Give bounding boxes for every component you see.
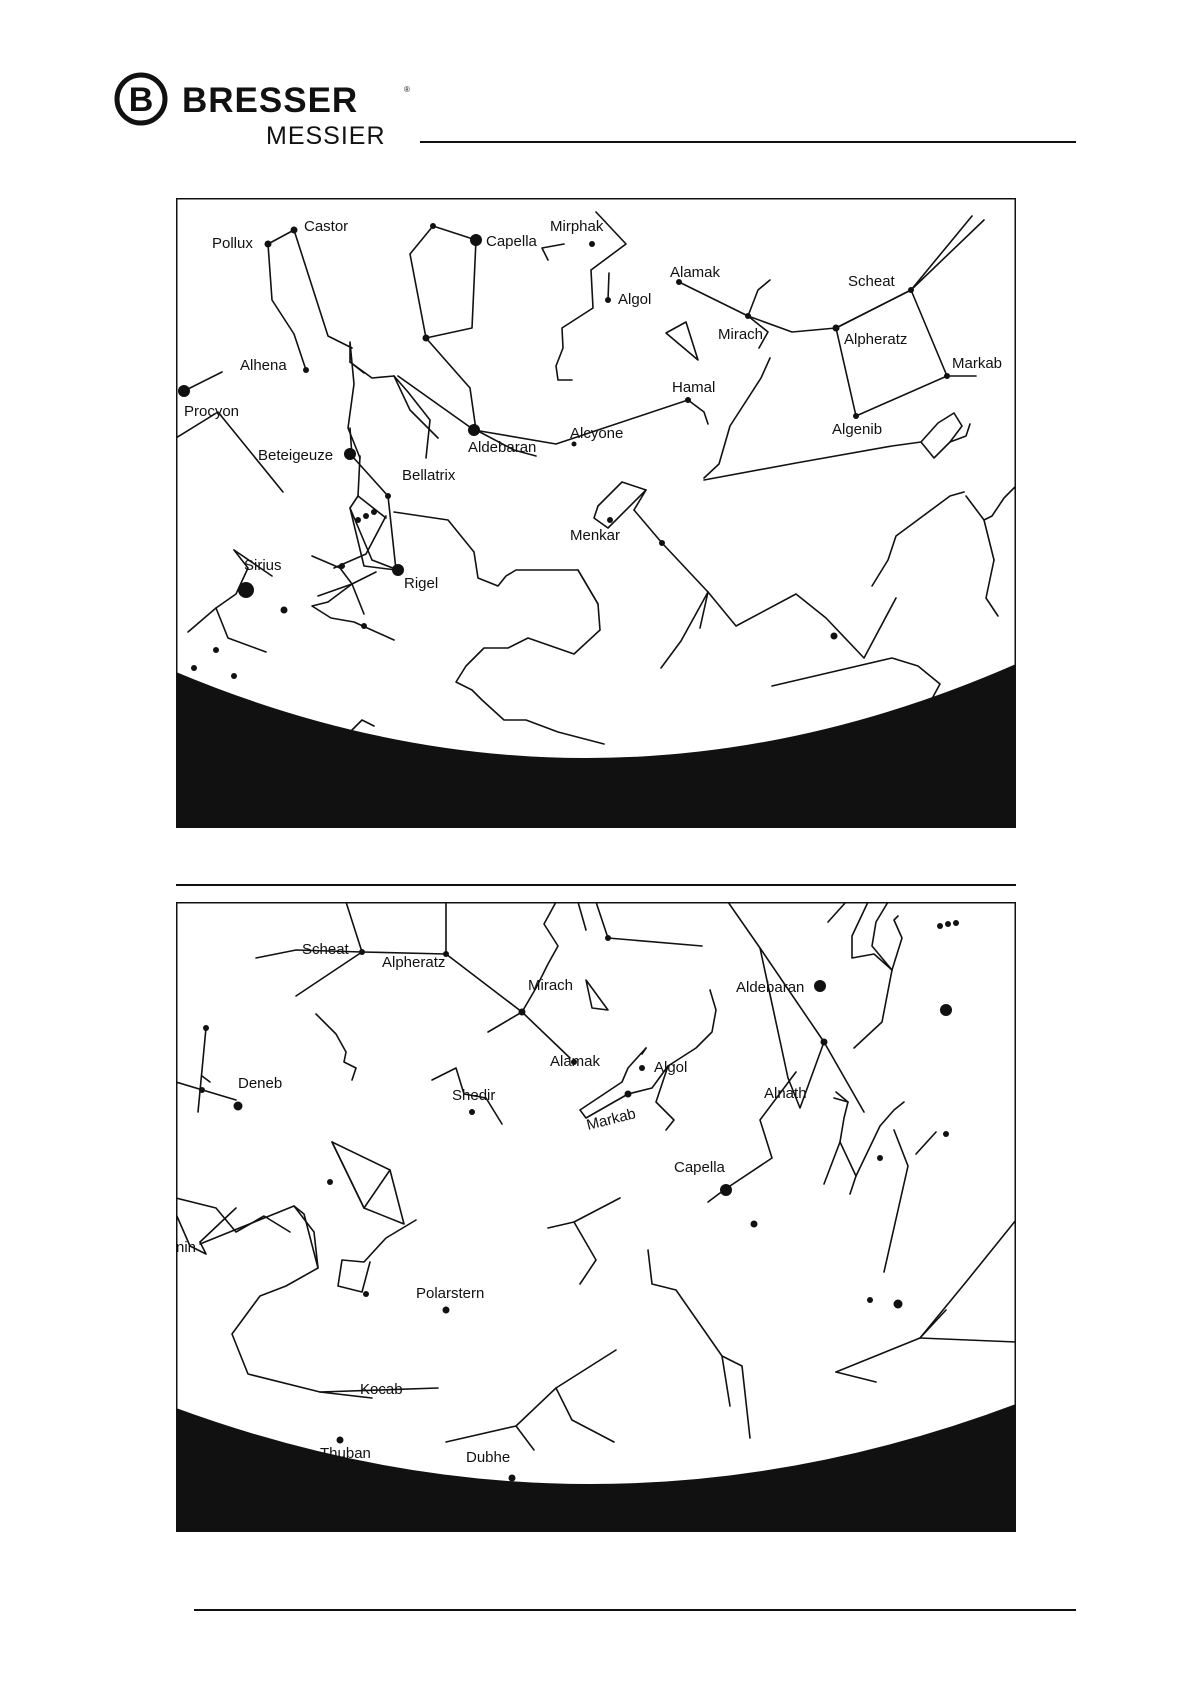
star-rigel — [392, 564, 404, 576]
star-cygnus-top — [203, 1025, 209, 1031]
star-mirach — [519, 1009, 526, 1016]
star-top-perseus — [605, 935, 611, 941]
label-algol: Algol — [654, 1059, 688, 1076]
star-markab — [944, 373, 950, 379]
logo-b-letter: B — [128, 81, 154, 119]
label-beteigeuze: Beteigeuze — [258, 447, 334, 464]
star-algol — [605, 297, 611, 303]
brand-name: BRESSER — [182, 81, 359, 120]
label-rigel: Rigel — [404, 575, 439, 592]
star-deneb — [234, 1102, 243, 1111]
star-gemini-b — [894, 1300, 903, 1309]
label-alamak: Alamak — [670, 264, 721, 281]
star-algol — [639, 1065, 645, 1071]
star-kocab — [363, 1291, 369, 1297]
label-mirach: Mirach — [528, 977, 574, 994]
star-polarstern — [443, 1307, 450, 1314]
star-right-mid — [943, 1131, 949, 1137]
star-alhena — [303, 367, 309, 373]
star-menkar — [607, 517, 613, 523]
star-alpheratz — [833, 325, 840, 332]
star-aldebaran — [814, 980, 826, 992]
star-right-top2 — [945, 921, 951, 927]
star-auriga-low — [423, 335, 430, 342]
star-scheat — [908, 287, 914, 293]
horizon-ground-2 — [176, 1404, 1016, 1532]
constellation-lines-2 — [176, 902, 1016, 1450]
label-castor: Castor — [304, 218, 349, 235]
label-markab: Markab — [584, 1105, 638, 1134]
star-lyra — [327, 1179, 333, 1185]
star-chart-2 — [176, 902, 1016, 1532]
label-alpheratz: Alpheratz — [844, 331, 908, 348]
label-aldebaran: Aldebaran — [468, 439, 537, 456]
label-mirach: Mirach — [718, 326, 764, 343]
bresser-logo — [114, 72, 414, 152]
label-deneb: Deneb — [238, 1075, 283, 1092]
star-orion-belt2 — [363, 513, 369, 519]
label-capella: Capella — [486, 233, 537, 250]
star-scheat — [359, 949, 365, 955]
star-orion-belt3 — [371, 509, 377, 515]
label-bellatrix: Bellatrix — [402, 467, 456, 484]
label-alpheratz: Alpheratz — [382, 954, 446, 971]
label-dubhe: Dubhe — [466, 1449, 511, 1466]
label-alnath: Alnath — [764, 1085, 807, 1102]
star-castor — [291, 227, 298, 234]
star-algenib — [853, 413, 859, 419]
label-shedir: Shedir — [452, 1087, 496, 1104]
label-nin: nin — [176, 1239, 197, 1256]
star-right-bright — [940, 1004, 952, 1016]
label-algol: Algol — [618, 291, 652, 308]
star-bellatrix — [385, 493, 391, 499]
footer-rule — [194, 1609, 1076, 1611]
label-alamak: Alamak — [550, 1053, 601, 1070]
star-right-top3 — [953, 920, 959, 926]
star-lepus — [361, 623, 367, 629]
star-markab — [625, 1091, 632, 1098]
star-aldebaran — [468, 424, 480, 436]
label-mirphak: Mirphak — [550, 218, 604, 235]
star-mirach — [745, 313, 751, 319]
header-rule — [420, 141, 1076, 143]
star-cma-west — [191, 665, 197, 671]
label-polarstern: Polarstern — [416, 1285, 485, 1302]
star-orion-belt1 — [355, 517, 361, 523]
label-capella: Capella — [674, 1159, 725, 1176]
registered-mark: ® — [404, 85, 410, 94]
product-name: MESSIER — [266, 122, 386, 150]
star-alcyone — [572, 442, 577, 447]
star-capella — [720, 1184, 732, 1196]
label-procyon: Procyon — [184, 403, 240, 420]
star-cma-low — [231, 673, 237, 679]
middle-rule — [176, 884, 1016, 886]
star-beteigeuze — [344, 448, 356, 460]
star-auriga-low — [751, 1221, 758, 1228]
label-aldebaran: Aldebaran — [736, 979, 805, 996]
label-sirius: Sirius — [244, 557, 282, 574]
constellation-lines — [176, 212, 1016, 796]
star-south-east — [831, 633, 838, 640]
star-mirphak — [589, 241, 595, 247]
star-hamal — [685, 397, 691, 403]
star-sirius — [238, 582, 254, 598]
star-shedir — [469, 1109, 475, 1115]
star-dots-2 — [199, 920, 959, 1482]
star-thuban — [337, 1437, 344, 1444]
label-algenib: Algenib — [832, 421, 883, 438]
horizon-ground — [176, 664, 1016, 828]
star-chart-1 — [176, 198, 1016, 828]
star-far-right — [994, 678, 1003, 687]
star-cma-south — [213, 647, 219, 653]
label-alcyone: Alcyone — [570, 425, 624, 442]
label-thuban: Thuban — [320, 1445, 371, 1462]
star-dubhe — [509, 1475, 516, 1482]
label-markab: Markab — [952, 355, 1003, 372]
star-auriga-top — [430, 223, 436, 229]
label-scheat: Scheat — [848, 273, 895, 290]
star-capella — [470, 234, 482, 246]
star-cygnus-mid — [199, 1087, 205, 1093]
label-menkar: Menkar — [570, 527, 621, 544]
label-scheat: Scheat — [302, 941, 349, 958]
star-cma-east — [281, 607, 288, 614]
star-gemini-a — [867, 1297, 873, 1303]
star-saiph — [339, 563, 345, 569]
label-kocab: Kocab — [360, 1381, 403, 1398]
label-alhena: Alhena — [240, 357, 287, 374]
star-right-low — [877, 1155, 883, 1161]
star-cetus — [659, 540, 665, 546]
star-alnath — [821, 1039, 828, 1046]
star-pollux — [265, 241, 272, 248]
star-procyon — [178, 385, 190, 397]
star-labels-2 — [176, 941, 807, 1466]
star-right-top1 — [937, 923, 943, 929]
label-hamal: Hamal — [672, 379, 716, 396]
label-pollux: Pollux — [212, 235, 253, 252]
